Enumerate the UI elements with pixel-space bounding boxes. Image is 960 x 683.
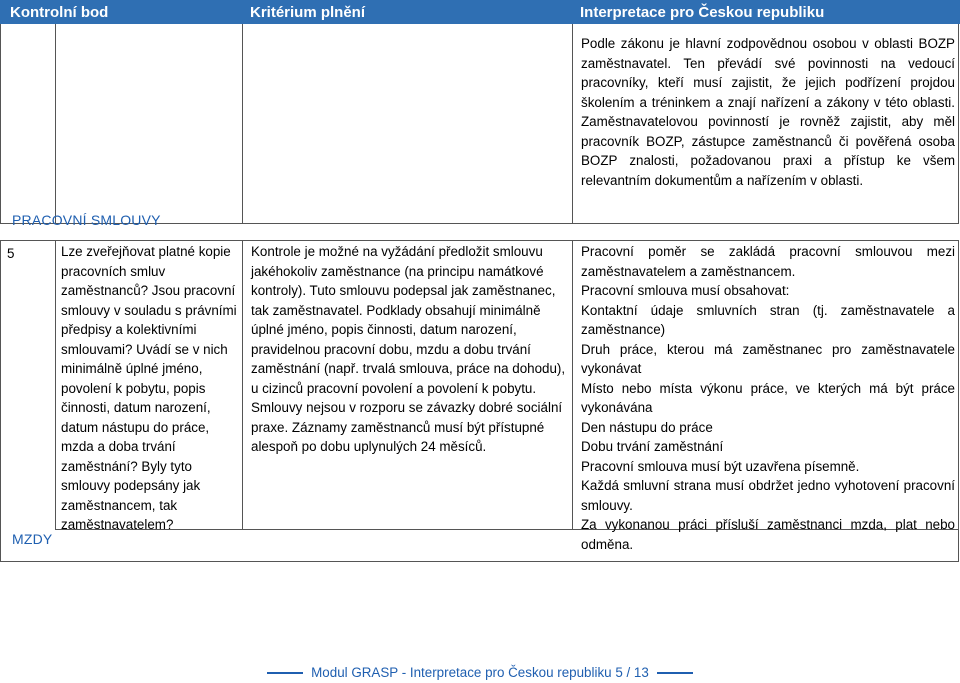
table-divider-3-bottom: [572, 240, 573, 530]
row-number: 5: [7, 246, 15, 261]
footer-dash-right: [657, 672, 693, 674]
header-interpretation: Interpretace pro Českou republiku: [580, 4, 825, 21]
interpretation-line: Druh práce, kterou má zaměstnanec pro zaměstnavatele vykonávat: [581, 341, 955, 376]
table-border-left-bottom: [0, 240, 1, 562]
section-label-wages: MZDY: [12, 531, 53, 547]
interpretation-line: Místo nebo místa výkonu práce, ve kterých má být práce vykonávána: [581, 380, 955, 415]
interpretation-line: Pracovní smlouva musí obsahovat:: [581, 283, 790, 298]
table-row-divider-2: [0, 240, 959, 241]
section-label-contracts: PRACOVNÍ SMLOUVY: [12, 212, 161, 228]
interpretation-line: Dobu trvání zaměstnání: [581, 439, 724, 454]
page-footer: [0, 665, 960, 680]
criterion-text: Kontrole je možné na vyžádání předložit smlouvu jakéhokoliv zaměstnance (na principu namátkové kontroly). Tuto smlouvu podepsal jak zaměstnanec, tak zaměstnavatel. Podklady obsahují minimálně úplné jméno, popis činnosti, datum narození, pravidelnou pracovní dobu, mzdu a dobu trvání zaměstnání (např. trvalá smlouva, práce na dohodu), u cizinců pracovní povolení a povolení k pobytu. Smlouvy nejsou v rozporu se závazky dobré sociální praxe. Záznamy zaměstnanců musí být přístupné alespoň po dobu uplynulých 24 měsíců.: [251, 244, 566, 454]
control-point-text: Lze zveřejňovat platné kopie pracovních smluv zaměstnanců? Jsou pracovní smlouvy v souladu s právními předpisy a kolektivními smlouvami? Uvádí se v nich minimálně úplné jméno, povolení k pobytu, popis činnosti, datum narození, datum nástupu do práce, mzda a doba trvání zaměstnání? Byly tyto smlouvy podepsány jak zaměstnancem, tak zaměstnavatelem?: [61, 244, 237, 532]
interpretation-line: Den nástupu do práce: [581, 419, 713, 435]
footer-text: Modul GRASP - Interpretace pro Českou republiku 5 / 13: [311, 665, 649, 680]
table-border-left-top: [0, 24, 1, 224]
interpretation-line: Kontaktní údaje smluvních stran (tj. zaměstnavatele a zaměstnance): [581, 302, 955, 337]
table-divider-3-top: [572, 24, 573, 224]
table-divider-2-bottom: [242, 240, 243, 530]
top-interpretation-text: Podle zákonu je hlavní zodpovědnou osobou v oblasti BOZP zaměstnavatel. Ten převádí své povinnosti na vedoucí pracovníky, kteří musí zajistit, že jejich podřízení projdou školením a tréninkem a znají nařízení a zákony v této oblasti. Zaměstnavatelovou povinností je rovněž zajistit, aby měl pracovník BOZP, zástupce zaměstnanců či pověřená osoba BOZP znalosti, požadovanou praxi a přístup ke všem relevantním dokumentům a nařízením v oblasti.: [581, 36, 955, 188]
table-divider-1-top: [55, 24, 56, 224]
footer-dash-left: [267, 672, 303, 674]
interpretation-line: Každá smluvní strana musí obdržet jedno vyhotovení pracovní smlouvy.: [581, 478, 955, 513]
header-control-point: Kontrolní bod: [10, 4, 109, 21]
interpretation-list: [581, 242, 955, 554]
table-bottom-border: [0, 561, 959, 562]
interpretation-line: Za vykonanou práci přísluší zaměstnanci mzda, plat nebo odměna.: [581, 517, 955, 552]
interpretation-line: Pracovní poměr se zakládá pracovní smlouvou mezi zaměstnavatelem a zaměstnancem.: [581, 244, 955, 279]
table-border-right-top: [958, 24, 959, 224]
header-criterion: Kritérium plnění: [250, 4, 366, 21]
interpretation-line: Pracovní smlouva musí být uzavřena písemně.: [581, 458, 860, 474]
table-header: [0, 0, 960, 24]
table-border-right-bottom: [958, 240, 959, 562]
table-divider-1-bottom: [55, 240, 56, 530]
table-divider-2-top: [242, 24, 243, 224]
